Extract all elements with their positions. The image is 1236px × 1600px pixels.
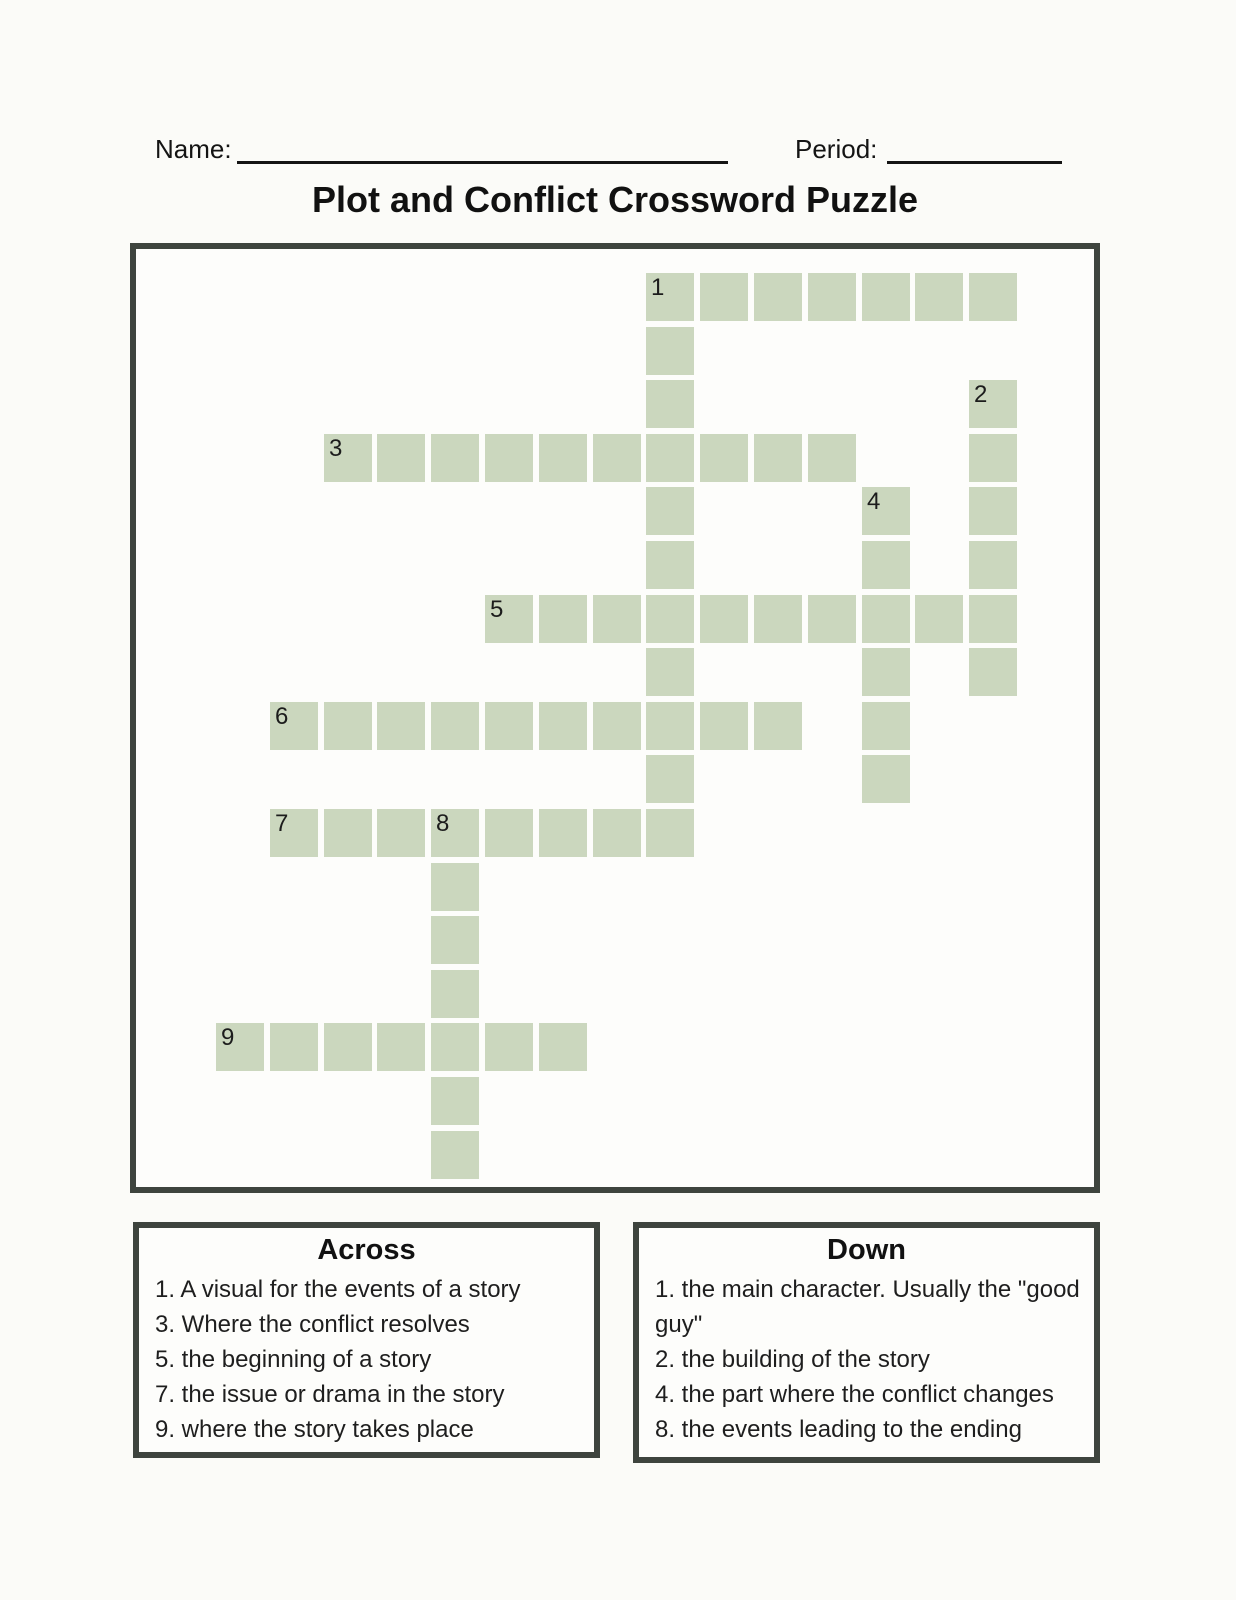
grid-cell[interactable] (862, 487, 910, 535)
grid-cell[interactable] (915, 595, 963, 643)
grid-cell[interactable] (862, 755, 910, 803)
grid-cell[interactable] (808, 434, 856, 482)
cell-number: 9 (221, 1024, 235, 1051)
grid-cell[interactable] (539, 809, 587, 857)
grid-cell[interactable] (808, 273, 856, 321)
grid-cell[interactable] (969, 273, 1017, 321)
grid-cell[interactable] (377, 1023, 425, 1071)
clue-item: 2. the building of the story (655, 1346, 930, 1373)
grid-cell[interactable] (216, 1023, 264, 1071)
cell-number: 8 (436, 810, 450, 837)
grid-cell[interactable] (431, 702, 479, 750)
grid-cell[interactable] (485, 702, 533, 750)
cell-number: 5 (490, 596, 504, 623)
grid-cell[interactable] (646, 755, 694, 803)
grid-cell[interactable] (700, 702, 748, 750)
grid-cell[interactable] (646, 541, 694, 589)
grid-cell[interactable] (485, 595, 533, 643)
clue-item: 8. the events leading to the ending (655, 1416, 1022, 1443)
grid-cell[interactable] (377, 809, 425, 857)
grid-cell[interactable] (431, 434, 479, 482)
grid-cell[interactable] (862, 595, 910, 643)
grid-cell[interactable] (808, 595, 856, 643)
grid-cell[interactable] (969, 380, 1017, 428)
grid-cell[interactable] (862, 273, 910, 321)
grid-cell[interactable] (646, 273, 694, 321)
clue-item: 3. Where the conflict resolves (155, 1311, 470, 1338)
grid-cell[interactable] (700, 595, 748, 643)
grid-cell[interactable] (646, 595, 694, 643)
grid-cell[interactable] (539, 595, 587, 643)
cell-number: 3 (329, 435, 343, 462)
grid-cell[interactable] (431, 809, 479, 857)
cell-number: 2 (974, 381, 988, 408)
name-field[interactable] (237, 161, 728, 164)
grid-cell[interactable] (270, 702, 318, 750)
period-field[interactable] (887, 161, 1062, 164)
grid-cell[interactable] (431, 1077, 479, 1125)
down-clues-box (633, 1222, 1100, 1463)
clue-item: 7. the issue or drama in the story (155, 1381, 505, 1408)
grid-cell[interactable] (431, 1131, 479, 1179)
clue-item: 5. the beginning of a story (155, 1346, 432, 1373)
grid-cell[interactable] (969, 541, 1017, 589)
grid-cell[interactable] (969, 487, 1017, 535)
grid-cell[interactable] (646, 487, 694, 535)
down-clue-list (655, 1272, 1090, 1447)
grid-cell[interactable] (324, 809, 372, 857)
grid-cell[interactable] (539, 702, 587, 750)
grid-cell[interactable] (862, 702, 910, 750)
page-title: Plot and Conflict Crossword Puzzle (311, 179, 919, 220)
grid-cell[interactable] (862, 541, 910, 589)
grid-cell[interactable] (485, 434, 533, 482)
clue-item: 4. the part where the conflict changes (655, 1381, 1054, 1408)
grid-cell[interactable] (700, 273, 748, 321)
grid-cell[interactable] (539, 1023, 587, 1071)
grid-cell[interactable] (539, 434, 587, 482)
cell-number: 4 (867, 488, 881, 515)
grid-cell[interactable] (485, 809, 533, 857)
grid-cell[interactable] (969, 648, 1017, 696)
grid-cell[interactable] (431, 863, 479, 911)
across-title: Across (317, 1234, 416, 1266)
grid-cell[interactable] (754, 273, 802, 321)
grid-cell[interactable] (593, 434, 641, 482)
grid-cell[interactable] (754, 595, 802, 643)
grid-cell[interactable] (593, 809, 641, 857)
grid-cell[interactable] (646, 327, 694, 375)
grid-cell[interactable] (646, 809, 694, 857)
grid-cell[interactable] (969, 434, 1017, 482)
grid-cell[interactable] (646, 702, 694, 750)
grid-cell[interactable] (324, 434, 372, 482)
grid-cell[interactable] (700, 434, 748, 482)
grid-cell[interactable] (754, 434, 802, 482)
grid-cell[interactable] (646, 434, 694, 482)
across-clue-list (155, 1272, 590, 1447)
grid-cell[interactable] (593, 595, 641, 643)
grid-cell[interactable] (862, 648, 910, 696)
grid-cell[interactable] (431, 970, 479, 1018)
grid-cell[interactable] (431, 1023, 479, 1071)
grid-cell[interactable] (431, 916, 479, 964)
grid-cell[interactable] (270, 1023, 318, 1071)
crossword-grid (130, 243, 1100, 1193)
clue-item: 1. A visual for the events of a story (155, 1276, 521, 1303)
grid-cell[interactable] (754, 702, 802, 750)
grid-cell[interactable] (324, 1023, 372, 1071)
grid-cell[interactable] (915, 273, 963, 321)
name-label: Name: (155, 134, 232, 164)
grid-cell[interactable] (969, 595, 1017, 643)
grid-cell[interactable] (324, 702, 372, 750)
cell-number: 6 (275, 703, 289, 730)
period-label: Period: (795, 134, 878, 164)
grid-cell[interactable] (377, 434, 425, 482)
grid-cell[interactable] (270, 809, 318, 857)
grid-cell[interactable] (646, 380, 694, 428)
down-title: Down (827, 1234, 906, 1266)
grid-cell[interactable] (377, 702, 425, 750)
clue-item: 1. the main character. Usually the "good guy" (655, 1276, 1080, 1338)
grid-cell[interactable] (593, 702, 641, 750)
cell-number: 1 (651, 274, 665, 301)
clue-item: 9. where the story takes place (155, 1416, 474, 1443)
cell-number: 7 (275, 810, 289, 837)
grid-cell[interactable] (646, 648, 694, 696)
across-clues-box (133, 1222, 600, 1458)
grid-cell[interactable] (485, 1023, 533, 1071)
